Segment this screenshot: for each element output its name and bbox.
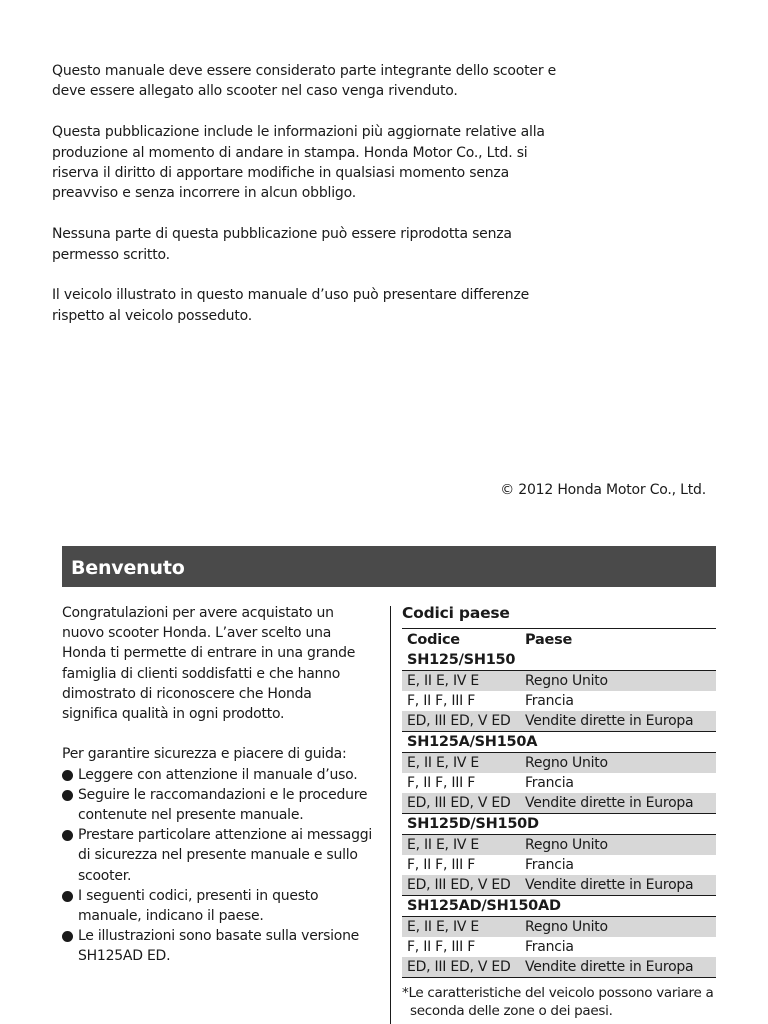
table-row: ED, III ED, V ED Vendite dirette in Europa [402, 957, 716, 978]
intro-paragraph-1: Questo manuale deve essere considerato parte integrante dello scooter e deve essere allegato allo scooter nel caso venga rivenduto. [52, 63, 557, 100]
table-row: E, II E, IV E Regno Unito [402, 671, 716, 692]
table-header-row [402, 629, 716, 651]
table-row: ED, III ED, V ED Vendite dirette in Europa [402, 875, 716, 896]
safety-lead: Per garantire sicurezza e piacere di guida: [62, 746, 347, 763]
welcome-paragraph: Congratulazioni per avere acquistato un nuovo scooter Honda. L’aver scelto una Honda ti permette di entrare in una grande famiglia di clienti soddisfatti e che hanno dimostrato di riconoscere che Honda significa qualità in ogni prodotto. [62, 605, 356, 723]
bullet-icon [62, 790, 73, 801]
section-title: Benvenuto [71, 557, 185, 579]
table-row: F, II F, III F Francia [407, 692, 574, 709]
table-row: ED, III ED, V ED Vendite dirette in Europa [402, 711, 716, 732]
bullet-icon [62, 830, 73, 841]
intro-paragraph-3: Nessuna parte di questa pubblicazione può essere riprodotta senza permesso scritto. [52, 226, 512, 263]
bullet-icon [62, 770, 73, 781]
intro-paragraph-2: Questa pubblicazione include le informazioni più aggiornate relative alla produzione al momento di andare in stampa. Honda Motor Co., Ltd. si riserva il diritto di apportare modifiche in qualsiasi momento senza preavviso e senza incorrere in alcun obbligo. [52, 124, 545, 202]
bullet-icon [62, 891, 73, 902]
header-country: Paese [520, 629, 716, 651]
model-row: SH125AD/SH150AD [407, 897, 561, 914]
section-header [62, 546, 716, 587]
table-row: E, II E, IV E Regno Unito [402, 917, 716, 938]
list-item: Leggere con attenzione il manuale d’uso. [62, 765, 380, 785]
list-item: Prestare particolare attenzione ai messaggi di sicurezza nel presente manuale e sullo scooter. [62, 825, 380, 886]
safety-list [62, 765, 380, 967]
table-row: E, II E, IV E Regno Unito [402, 753, 716, 774]
country-codes-title: Codici paese [402, 604, 510, 622]
table-row: F, II F, III F Francia [407, 938, 574, 955]
table-row: F, II F, III F Francia [407, 774, 574, 791]
list-item: I seguenti codici, presenti in questo manuale, indicano il paese. [62, 886, 380, 926]
header-code: Codice [402, 629, 520, 651]
table-row: E, II E, IV E Regno Unito [402, 835, 716, 856]
list-item: Le illustrazioni sono basate sulla versione SH125AD ED. [62, 926, 380, 966]
bullet-icon [62, 931, 73, 942]
table-row: F, II F, III F Francia [407, 856, 574, 873]
list-item: Seguire le raccomandazioni e le procedure contenute nel presente manuale. [62, 785, 380, 825]
column-divider [390, 606, 391, 1024]
footnote: *Le caratteristiche del veicolo possono variare a seconda delle zone o dei paesi. [402, 985, 714, 1019]
country-codes-table [402, 628, 716, 978]
country-codes [402, 602, 716, 1020]
model-row: SH125A/SH150A [407, 733, 538, 750]
intro-paragraph-4: Il veicolo illustrato in questo manuale d’uso può presentare differenze rispetto al veicolo posseduto. [52, 287, 530, 324]
welcome-text [62, 603, 380, 967]
table-row: ED, III ED, V ED Vendite dirette in Europa [402, 793, 716, 814]
copyright-notice: © 2012 Honda Motor Co., Ltd. [500, 482, 706, 498]
model-row: SH125/SH150 [407, 651, 516, 668]
model-row: SH125D/SH150D [407, 815, 539, 832]
intro-text [52, 61, 572, 347]
